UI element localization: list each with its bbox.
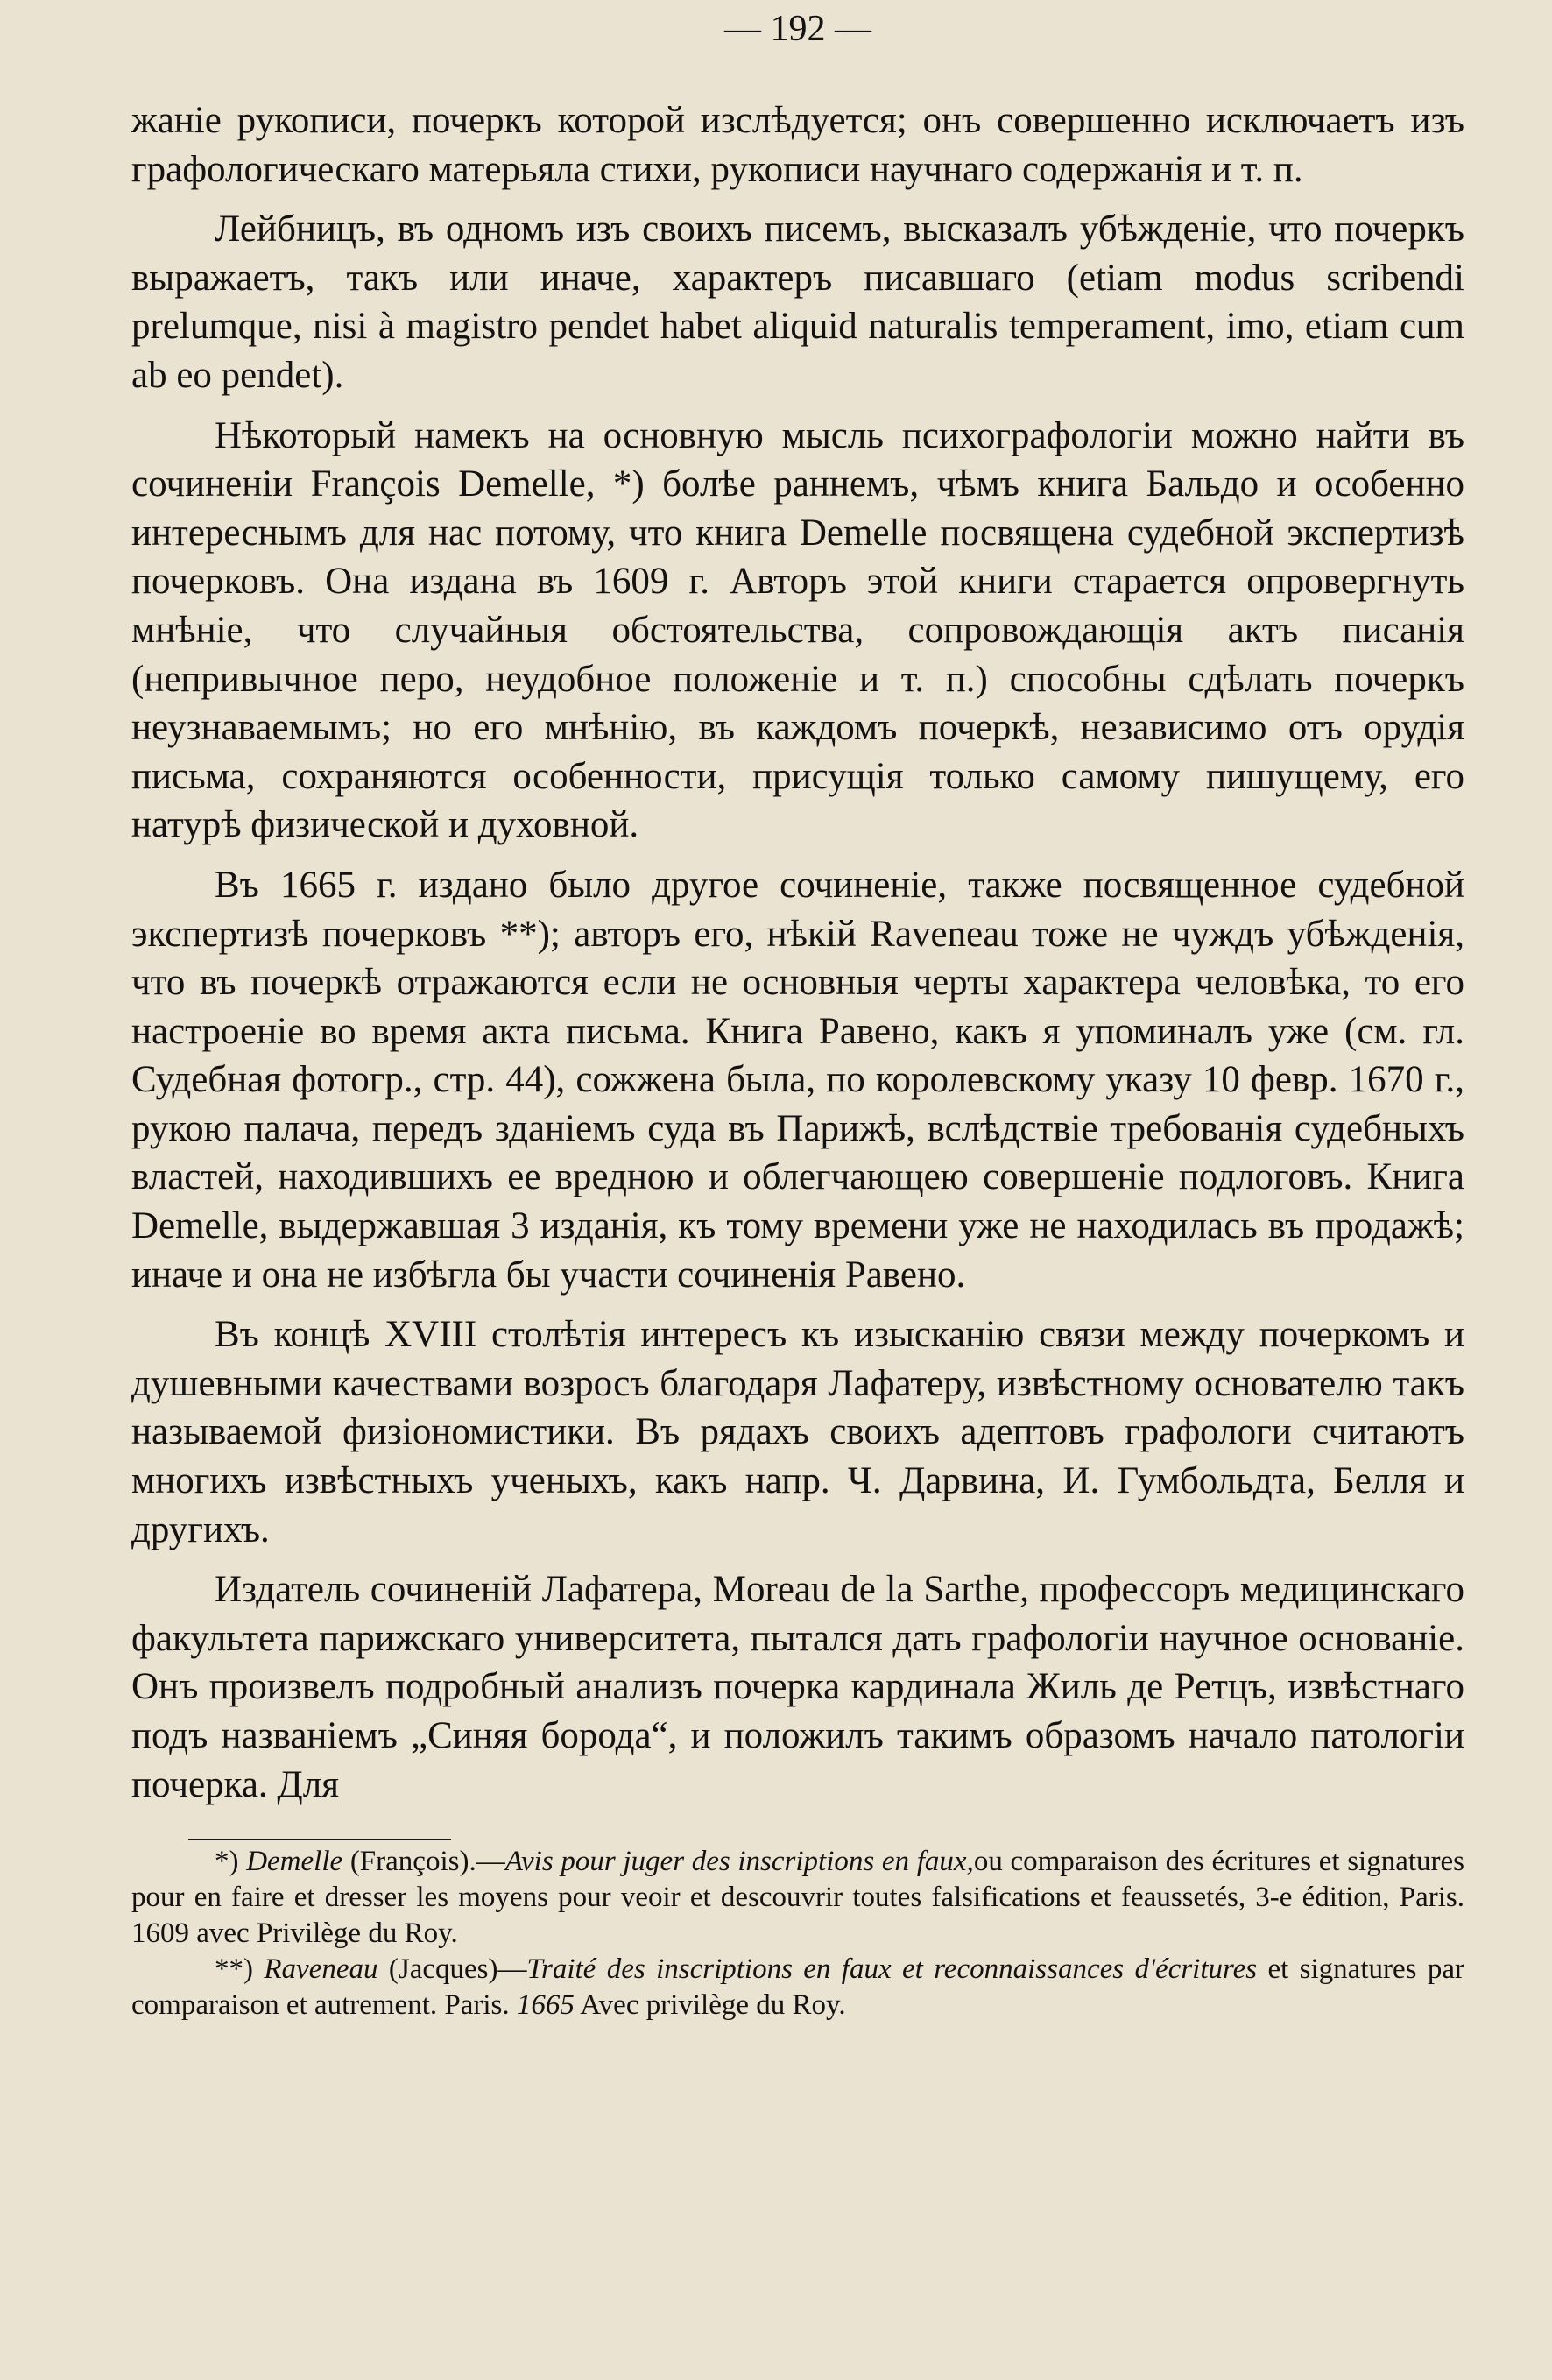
paragraph: Лейбницъ, въ одномъ изъ своихъ писемъ, высказалъ убѣжденіе, что почеркъ выражаетъ, такъ или иначе, характеръ писавшаго (etiam modus scribendi prelumque, nisi à magistro pendet habet aliquid naturalis temperament, imo, etiam cum ab eo pendet). [131,208,1464,396]
footnote [131,1844,1464,1952]
footnote-author-rest: (François).— [342,1846,505,1878]
page-number: — 192 — [724,9,871,49]
footnote-author-rest: (Jacques)— [377,1953,527,1986]
footnote-author: Demelle [246,1846,343,1878]
footnote-title: Avis pour juger des inscriptions en faux, [504,1846,974,1878]
footnote [131,1952,1464,2023]
main-text [131,96,1464,1809]
footnote-text: ou comparaison des écritures et signatures pour en faire et dresser les moyens pour veoir et descouvrir toutes falsifications et feaussetés, 3-e édition, Paris. 1609 avec Privilège du Roy. [131,1846,1465,1950]
paragraph: Издатель сочиненій Лафатера, Moreau de la Sarthe, профессоръ медицинскаго факультета парижскаго университета, пытался дать графологіи научное основаніе. Онъ произвелъ подробный анализъ почерка кардинала Жиль де Ретцъ, извѣстнаго подъ названіемъ „Синяя борода“, и положилъ такимъ образомъ начало патологіи почерка. Для [131,1569,1464,1805]
footnote-divider [188,1839,451,1840]
paragraph: жаніе рукописи, почеркъ которой изслѣдуется; онъ совершенно исключаетъ изъ графологическаго матерьяла стихи, рукописи научнаго содержанія и т. п. [131,100,1464,190]
footnote-text: Avec privilège du Roy. [574,1989,846,2022]
footnotes [131,1844,1464,2023]
footnote-marker: *) [215,1846,239,1878]
footnote-author: Raveneau [264,1953,378,1986]
paragraph: Въ 1665 г. издано было другое сочиненіе, также посвященное судебной экспертизѣ почерковъ **); авторъ его, нѣкій Raveneau тоже не чуждъ убѣжденія, что въ почеркѣ отражаются если не основныя черты характера человѣка, то его настроеніе во время акта письма. Книга Равено, какъ я упоминалъ уже (см. гл. Судебная фотогр., стр. 44), сожжена была, по королевскому указу 10 февр. 1670 г., рукою палача, передъ зданіемъ суда въ Парижѣ, вслѣдствіе требованія судебныхъ властей, находившихъ ее вредною и облегчающею совершеніе подлоговъ. Книга Demelle, выдержавшая 3 изданія, къ тому времени уже не находилась въ продажѣ; иначе и она не избѣгла бы участи сочиненія Равено. [131,864,1464,1296]
footnote-text: et signatures par comparaison et autrement. Paris. [131,1953,1464,2022]
paragraph: Нѣкоторый намекъ на основную мысль психографологіи можно найти въ сочиненіи François Demelle, *) болѣе раннемъ, чѣмъ книга Бальдо и особенно интереснымъ для нас потому, что книга Demelle посвящена судебной экспертизѣ почерковъ. Она издана въ 1609 г. Авторъ этой книги старается опровергнуть мнѣніе, что случайныя обстоятельства, сопровождающія актъ писанія (непривычное перо, неудобное положеніе и т. п.) способны сдѣлать почеркъ неузнаваемымъ; но его мнѣнію, въ каждомъ почеркѣ, независимо отъ орудія письма, сохраняются особенности, присущія только самому пишущему, его натурѣ физической и духовной. [131,414,1464,846]
footnote-year: 1665 [516,1989,575,2022]
paragraph: Въ концѣ XVIII столѣтія интересъ къ изысканію связи между почеркомъ и душевными качествами возросъ благодаря Лафатеру, извѣстному основателю такъ называемой физіономистики. Въ рядахъ своихъ адептовъ графологи считаютъ многихъ извѣстныхъ ученыхъ, какъ напр. Ч. Дарвина, И. Гумбольдта, Белля и другихъ. [131,1314,1464,1550]
footnote-marker: **) [215,1953,253,1986]
footnote-title: Traité des inscriptions en faux et reconnaissances d'écritures [526,1953,1258,1986]
